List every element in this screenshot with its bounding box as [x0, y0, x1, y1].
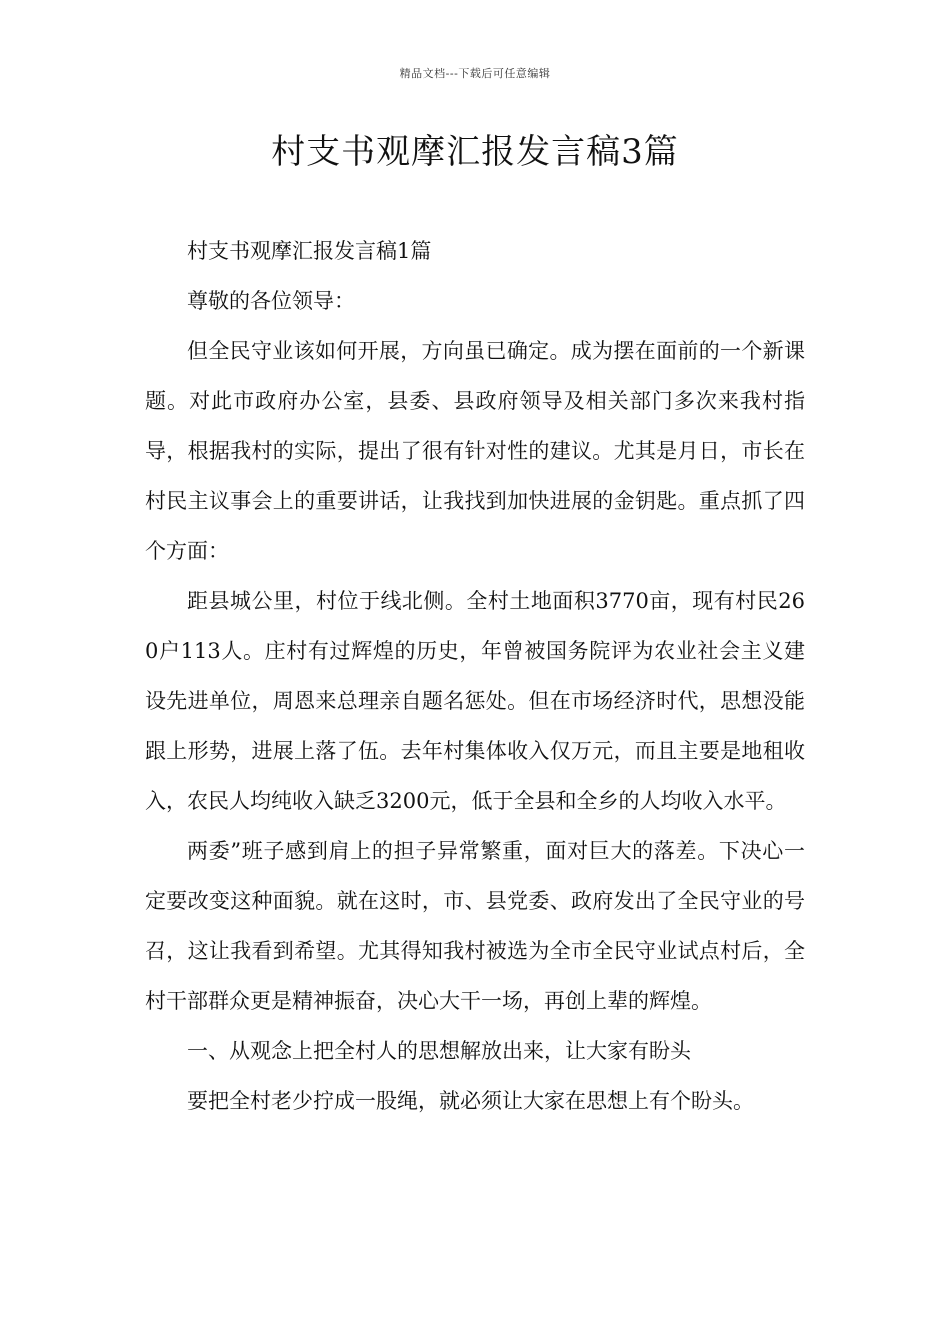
paragraph: 但全民守业该如何开展，方向虽已确定。成为摆在面前的一个新课题。对此市政府办公室，县委、县政府领导及相关部门多次来我村指导，根据我村的实际，提出了很有针对性的建议。尤其是月日，市长在村民主议事会上的重要讲话，让我找到加快进展的金钥匙。重点抓了四个方面： — [145, 339, 805, 563]
document-body — [145, 226, 805, 1126]
paragraph: 距县城公里，村位于线北侧。全村土地面积3770亩，现有村民260户113人。庄村有过辉煌的历史，年曾被国务院评为农业社会主义建设先进单位，周恩来总理亲自题名惩处。但在市场经济时代，思想没能跟上形势，进展上落了伍。去年村集体收入仅万元，而且主要是地租收入，农民人均纯收入缺乏3200元，低于全县和全乡的人均收入水平。 — [145, 589, 805, 813]
subheading: 一、从观念上把全村人的思想解放出来，让大家有盼头 — [187, 1039, 691, 1063]
salutation: 尊敬的各位领导： — [187, 289, 355, 313]
paragraph: 要把全村老少拧成一股绳，就必须让大家在思想上有个盼头。 — [187, 1089, 754, 1113]
section-heading: 村支书观摩汇报发言稿1篇 — [187, 239, 432, 263]
document-title: 村支书观摩汇报发言稿3篇 — [271, 132, 679, 172]
header-note: 精品文档---下载后可任意编辑 — [399, 67, 551, 80]
paragraph: 两委”班子感到肩上的担子异常繁重，面对巨大的落差。下决心一定要改变这种面貌。就在这时，市、县党委、政府发出了全民守业的号召，这让我看到希望。尤其得知我村被选为全市全民守业试点村后，全村干部群众更是精神振奋，决心大干一场，再创上辈的辉煌。 — [145, 839, 805, 1013]
